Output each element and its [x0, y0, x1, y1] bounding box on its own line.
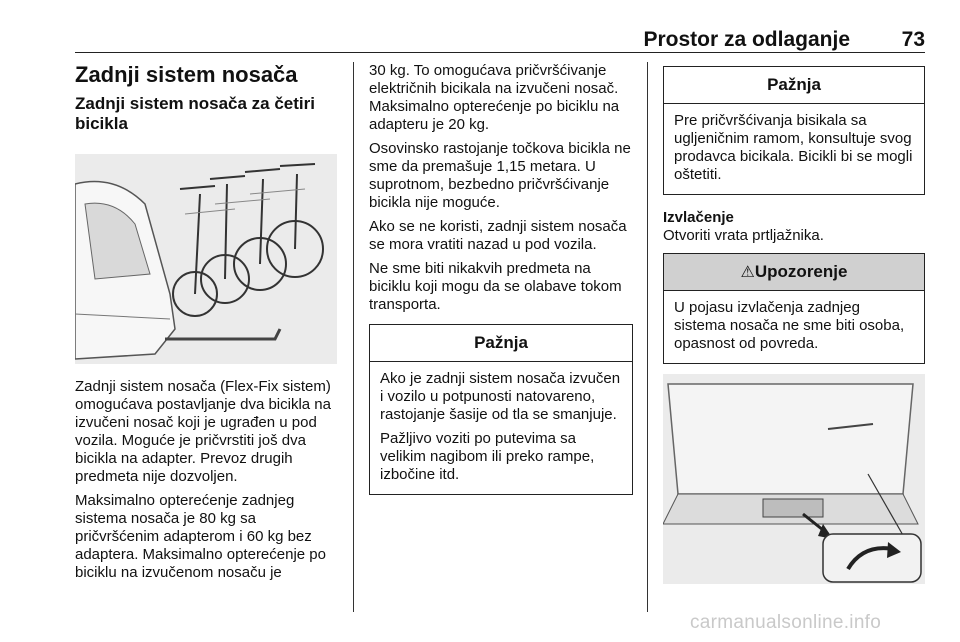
paragraph: Zadnji sistem nosača (Flex-Fix sistem) omogućava postavljanje dva bicikla na izvučeni nosač koji je ugrađen u pod vozila. Moguće je pričvrstiti još dva bicikla na adapter. Prevoz drugih predmeta nije dozvoljen.: [75, 378, 331, 485]
caution-box: [663, 66, 925, 195]
paragraph: 30 kg. To omogućava pričvršćivanje električnih bicikala na izvučeni nosač. Maksimalno opterećenje po biciklu na adapteru je 20 kg.: [369, 62, 620, 133]
caution-box: [369, 324, 633, 495]
bike-carrier-illustration: [75, 154, 337, 364]
warning-triangle-icon: ⚠: [740, 264, 755, 281]
watermark: carmanualsonline.info: [690, 612, 882, 633]
paragraph: Otvoriti vrata prtljažnika.: [663, 227, 824, 244]
section-heading: Zadnji sistem nosača: [75, 62, 298, 87]
section-subheading: Zadnji sistem nosača za četiri bicikla: [75, 94, 315, 133]
paragraph: Osovinsko rastojanje točkova bicikla ne sme da premašuje 1,15 metara. U suprotnom, bezbedno pričvršćivanje bicikla nije moguće.: [369, 140, 631, 211]
caution-text: Pažljivo voziti po putevima sa velikim nagibom ili preko rampe, izbočine itd.: [380, 430, 595, 483]
column-3: [663, 62, 925, 584]
paragraph: Ne sme biti nikakvih predmeta na biciklu koji mogu da se olabave tokom transporta.: [369, 260, 622, 313]
paragraph: Ako se ne koristi, zadnji sistem nosača se mora vratiti nazad u pod vozila.: [369, 218, 627, 253]
caution-text: Pre pričvršćivanja bisikala sa ugljeničnim ramom, konsultuje svog prodavca bicikala. Bicikli bi se mogli oštetiti.: [674, 112, 913, 183]
subsection-heading: Izvlačenje: [663, 209, 734, 226]
warning-box: [663, 253, 925, 364]
column-1: [75, 62, 337, 588]
warning-title-text: Upozorenje: [754, 262, 848, 281]
column-divider: [647, 62, 648, 612]
caution-title: Pažnja: [664, 67, 924, 104]
warning-title: [664, 254, 924, 291]
page-header: [75, 26, 925, 53]
caution-title: Pažnja: [370, 325, 632, 362]
column-2: [369, 62, 633, 495]
tailgate-illustration: [663, 374, 925, 584]
header-title: Prostor za odlaganje: [643, 28, 850, 51]
column-divider: [353, 62, 354, 612]
page-number: 73: [901, 28, 925, 51]
paragraph: Maksimalno opterećenje zadnjeg sistema nosača je 80 kg sa pričvršćenim adapterom i 60 kg bez adaptera. Maksimalno opterećenje po biciklu na izvučenom nosaču je: [75, 492, 326, 581]
warning-text: U pojasu izvlačenja zadnjeg sistema nosača ne sme biti osoba, opasnost od povreda.: [674, 299, 905, 352]
caution-text: Ako je zadnji sistem nosača izvučen i vozilo u potpunosti natovareno, rastojanje šasije od tla se smanjuje.: [380, 370, 621, 423]
